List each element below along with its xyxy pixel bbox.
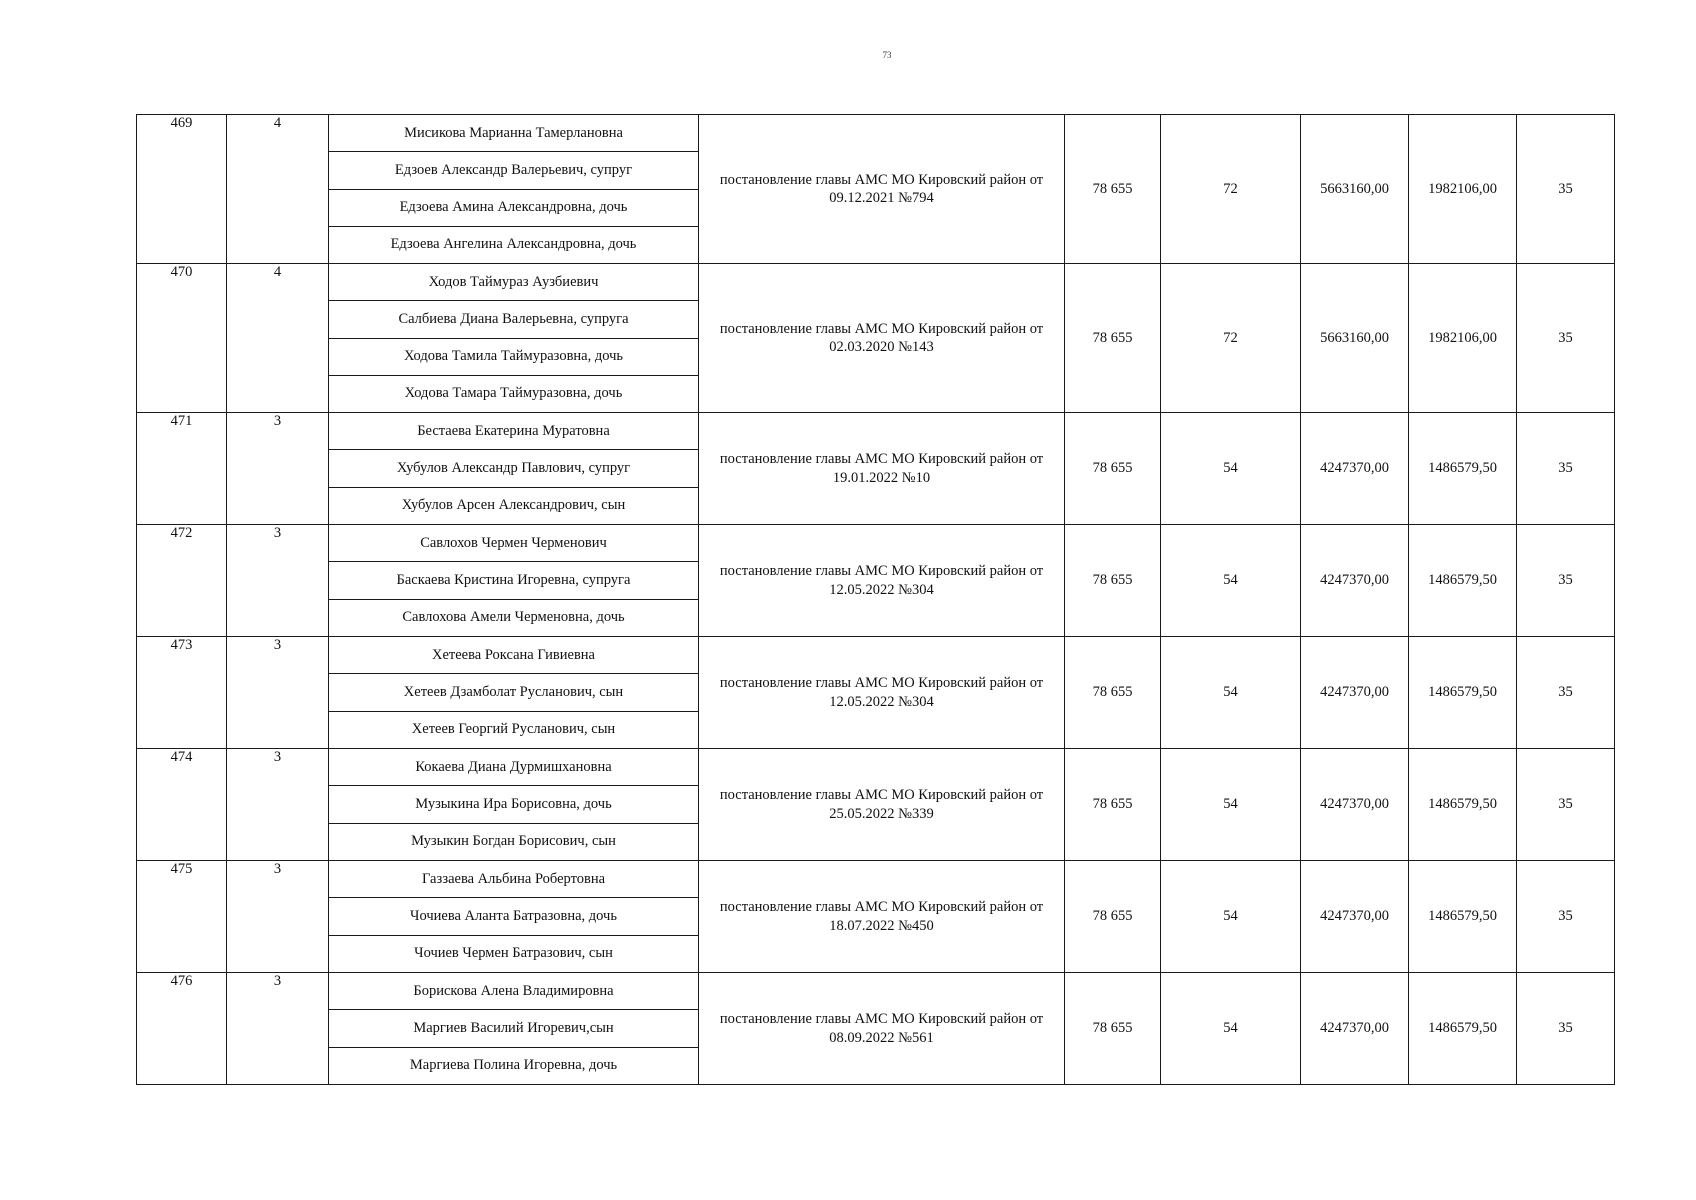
family-member: Хетеева Роксана Гивиевна bbox=[431, 646, 595, 663]
decree-text: постановление главы АМС МО Кировский район от 25.05.2022 №339 bbox=[699, 749, 1065, 861]
family-size: 3 bbox=[227, 413, 329, 525]
family-size: 4 bbox=[227, 115, 329, 264]
family-member: Салбиева Диана Валерьевна, супруга bbox=[329, 300, 698, 337]
family-member: Хетеев Георгий Русланович, сын bbox=[329, 711, 698, 748]
row-number: 471 bbox=[137, 413, 227, 525]
rate-per-sqm: 78 655 bbox=[1065, 973, 1161, 1085]
housing-area: 72 bbox=[1161, 264, 1301, 413]
row-number: 476 bbox=[137, 973, 227, 1085]
registry-table bbox=[136, 114, 1615, 1085]
table-row bbox=[137, 637, 1615, 749]
page-number: 73 bbox=[882, 50, 892, 60]
family-member: Ходова Тамара Таймуразовна, дочь bbox=[329, 375, 698, 412]
total-cost: 4247370,00 bbox=[1301, 861, 1409, 973]
row-number: 473 bbox=[137, 637, 227, 749]
family-members-list bbox=[329, 637, 698, 748]
family-member: Кокаева Диана Дурмишхановна bbox=[415, 758, 612, 775]
total-cost: 5663160,00 bbox=[1301, 115, 1409, 264]
family-members-list bbox=[329, 413, 698, 524]
rate-per-sqm: 78 655 bbox=[1065, 861, 1161, 973]
total-cost: 4247370,00 bbox=[1301, 973, 1409, 1085]
family-member: Мисикова Марианна Тамерлановна bbox=[404, 124, 623, 141]
decree-text: постановление главы АМС МО Кировский район от 19.01.2022 №10 bbox=[699, 413, 1065, 525]
subsidy-amount: 1486579,50 bbox=[1409, 861, 1517, 973]
decree-text: постановление главы АМС МО Кировский район от 18.07.2022 №450 bbox=[699, 861, 1065, 973]
table-row bbox=[137, 861, 1615, 973]
subsidy-percent: 35 bbox=[1517, 264, 1615, 413]
family-size: 3 bbox=[227, 861, 329, 973]
family-members-list bbox=[329, 973, 698, 1084]
table-row bbox=[137, 413, 1615, 525]
row-number: 470 bbox=[137, 264, 227, 413]
subsidy-percent: 35 bbox=[1517, 115, 1615, 264]
family-member: Савлохова Амели Черменовна, дочь bbox=[329, 599, 698, 636]
family-size: 3 bbox=[227, 749, 329, 861]
decree-text: постановление главы АМС МО Кировский район от 08.09.2022 №561 bbox=[699, 973, 1065, 1085]
row-number: 469 bbox=[137, 115, 227, 264]
subsidy-percent: 35 bbox=[1517, 637, 1615, 749]
subsidy-percent: 35 bbox=[1517, 973, 1615, 1085]
family-member: Чочиева Аланта Батразовна, дочь bbox=[329, 897, 698, 934]
family-member: Едзоева Ангелина Александровна, дочь bbox=[329, 226, 698, 263]
family-member: Хубулов Арсен Александрович, сын bbox=[329, 487, 698, 524]
decree-text: постановление главы АМС МО Кировский район от 02.03.2020 №143 bbox=[699, 264, 1065, 413]
rate-per-sqm: 78 655 bbox=[1065, 749, 1161, 861]
family-member: Баскаева Кристина Игоревна, супруга bbox=[329, 561, 698, 598]
row-number: 472 bbox=[137, 525, 227, 637]
subsidy-amount: 1486579,50 bbox=[1409, 413, 1517, 525]
family-member: Маргиев Василий Игоревич,сын bbox=[329, 1009, 698, 1046]
rate-per-sqm: 78 655 bbox=[1065, 264, 1161, 413]
subsidy-amount: 1486579,50 bbox=[1409, 525, 1517, 637]
family-members-cell bbox=[329, 973, 699, 1085]
family-members-cell bbox=[329, 749, 699, 861]
family-member: Борискова Алена Владимировна bbox=[413, 982, 614, 999]
total-cost: 4247370,00 bbox=[1301, 637, 1409, 749]
family-member: Едзоев Александр Валерьевич, супруг bbox=[329, 151, 698, 188]
total-cost: 5663160,00 bbox=[1301, 264, 1409, 413]
total-cost: 4247370,00 bbox=[1301, 749, 1409, 861]
family-members-list bbox=[329, 264, 698, 412]
family-members-cell bbox=[329, 413, 699, 525]
family-members-cell bbox=[329, 861, 699, 973]
family-member: Едзоева Амина Александровна, дочь bbox=[329, 189, 698, 226]
row-number: 474 bbox=[137, 749, 227, 861]
rate-per-sqm: 78 655 bbox=[1065, 525, 1161, 637]
family-members-cell bbox=[329, 115, 699, 264]
decree-text: постановление главы АМС МО Кировский район от 09.12.2021 №794 bbox=[699, 115, 1065, 264]
family-members-list bbox=[329, 749, 698, 860]
family-members-list bbox=[329, 861, 698, 972]
row-number: 475 bbox=[137, 861, 227, 973]
subsidy-amount: 1486579,50 bbox=[1409, 637, 1517, 749]
table-row bbox=[137, 525, 1615, 637]
rate-per-sqm: 78 655 bbox=[1065, 115, 1161, 264]
family-member: Маргиева Полина Игоревна, дочь bbox=[329, 1047, 698, 1084]
housing-area: 54 bbox=[1161, 973, 1301, 1085]
table-row bbox=[137, 749, 1615, 861]
subsidy-percent: 35 bbox=[1517, 525, 1615, 637]
family-members-cell bbox=[329, 525, 699, 637]
family-size: 3 bbox=[227, 637, 329, 749]
family-members-cell bbox=[329, 637, 699, 749]
housing-area: 54 bbox=[1161, 637, 1301, 749]
subsidy-amount: 1982106,00 bbox=[1409, 264, 1517, 413]
family-member: Хубулов Александр Павлович, супруг bbox=[329, 449, 698, 486]
subsidy-amount: 1486579,50 bbox=[1409, 749, 1517, 861]
housing-area: 54 bbox=[1161, 525, 1301, 637]
rate-per-sqm: 78 655 bbox=[1065, 413, 1161, 525]
table-row bbox=[137, 973, 1615, 1085]
housing-area: 54 bbox=[1161, 413, 1301, 525]
housing-area: 54 bbox=[1161, 861, 1301, 973]
subsidy-amount: 1982106,00 bbox=[1409, 115, 1517, 264]
decree-text: постановление главы АМС МО Кировский район от 12.05.2022 №304 bbox=[699, 525, 1065, 637]
family-member: Музыкина Ира Борисовна, дочь bbox=[329, 785, 698, 822]
family-members-list bbox=[329, 525, 698, 636]
housing-area: 72 bbox=[1161, 115, 1301, 264]
table-row bbox=[137, 115, 1615, 264]
table-row bbox=[137, 264, 1615, 413]
family-member: Савлохов Чермен Черменович bbox=[420, 534, 607, 551]
family-size: 3 bbox=[227, 525, 329, 637]
subsidy-amount: 1486579,50 bbox=[1409, 973, 1517, 1085]
family-members-cell bbox=[329, 264, 699, 413]
family-member: Бестаева Екатерина Муратовна bbox=[417, 422, 610, 439]
decree-text: постановление главы АМС МО Кировский район от 12.05.2022 №304 bbox=[699, 637, 1065, 749]
family-members-list bbox=[329, 115, 698, 263]
total-cost: 4247370,00 bbox=[1301, 413, 1409, 525]
total-cost: 4247370,00 bbox=[1301, 525, 1409, 637]
family-member: Чочиев Чермен Батразович, сын bbox=[329, 935, 698, 972]
family-size: 3 bbox=[227, 973, 329, 1085]
registry-body bbox=[137, 115, 1615, 1085]
family-member: Хетеев Дзамболат Русланович, сын bbox=[329, 673, 698, 710]
rate-per-sqm: 78 655 bbox=[1065, 637, 1161, 749]
family-member: Ходова Тамила Таймуразовна, дочь bbox=[329, 338, 698, 375]
family-member: Газзаева Альбина Робертовна bbox=[421, 870, 606, 887]
subsidy-percent: 35 bbox=[1517, 749, 1615, 861]
subsidy-percent: 35 bbox=[1517, 861, 1615, 973]
family-member: Музыкин Богдан Борисович, сын bbox=[329, 823, 698, 860]
subsidy-percent: 35 bbox=[1517, 413, 1615, 525]
family-member: Ходов Таймураз Аузбиевич bbox=[428, 273, 599, 290]
family-size: 4 bbox=[227, 264, 329, 413]
housing-area: 54 bbox=[1161, 749, 1301, 861]
